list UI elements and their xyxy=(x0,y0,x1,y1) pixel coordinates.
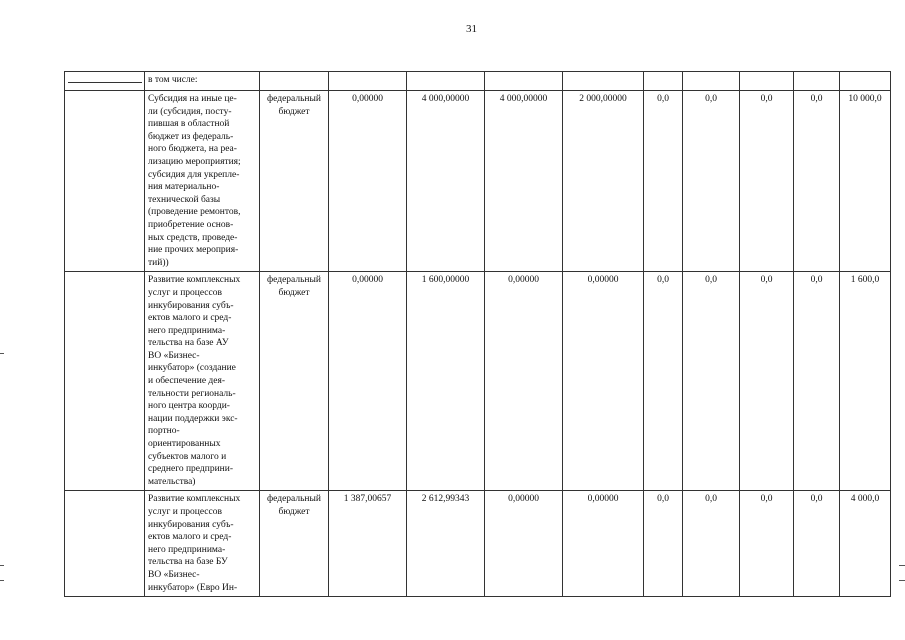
amount-cell: 0,00000 xyxy=(485,491,563,597)
amount-cell: 0,0 xyxy=(794,91,840,272)
edge-mark-left-3 xyxy=(0,580,4,581)
activity-name-line: тельства на базе АУ xyxy=(148,338,229,349)
total-cell: 1 600,0 xyxy=(840,272,891,491)
activity-name-line: ных средств, проведе- xyxy=(148,232,238,243)
row-number-cell xyxy=(65,72,145,91)
activity-name-line: инкубатор» (создание xyxy=(148,363,236,374)
edge-mark-left-2 xyxy=(0,565,4,566)
amount-cell: 0,00000 xyxy=(563,491,644,597)
funding-source-cell: федеральный бюджет xyxy=(260,491,329,597)
amount-cell: 0,00000 xyxy=(329,272,407,491)
budget-table xyxy=(64,71,891,597)
activity-name-line: технической базы xyxy=(148,194,221,205)
amount-cell: 0,0 xyxy=(683,272,740,491)
amount-cell: 0,0 xyxy=(794,272,840,491)
activity-name-line: ектов малого и сред- xyxy=(148,313,232,324)
activity-name-line: Субсидия на иные це- xyxy=(148,94,237,104)
activity-name-line: услуг и процессов xyxy=(148,507,222,517)
activity-name-line: приобретение основ- xyxy=(148,219,234,230)
activity-name-line: нации поддержки экс- xyxy=(148,413,238,424)
amount-cell: 0,00000 xyxy=(563,272,644,491)
table-row xyxy=(65,491,891,597)
amount-cell: 0,0 xyxy=(740,272,794,491)
row-number-cell xyxy=(65,91,145,272)
activity-name-line: него предпринима- xyxy=(148,544,226,555)
activity-name-cell xyxy=(145,491,260,597)
amount-cell: 0,0 xyxy=(683,491,740,597)
activity-name-cell xyxy=(145,91,260,272)
activity-name-line: бюджет из федераль- xyxy=(148,131,234,142)
edge-mark-left-1 xyxy=(0,353,4,354)
activity-name-line: ли (субсидия, посту- xyxy=(148,106,232,117)
activity-name-line: субсидия для укрепле- xyxy=(148,169,240,180)
page-number: 31 xyxy=(466,23,477,35)
amount-cell: 2 000,00000 xyxy=(563,91,644,272)
activity-name-line: Развитие комплексных xyxy=(148,275,241,286)
activity-name-line: ние прочих мероприя- xyxy=(148,245,239,256)
activity-name-line: него предпринима- xyxy=(148,325,226,336)
activity-name-line: ного бюджета, на реа- xyxy=(148,144,237,155)
activity-name-line: ного центра коорди- xyxy=(148,401,230,412)
amount-cell: 0,0 xyxy=(740,491,794,597)
row-number-cell xyxy=(65,491,145,597)
table-row xyxy=(65,272,891,491)
amount-cell: 0,00000 xyxy=(329,91,407,272)
activity-name-line: инкубирования субъ- xyxy=(148,300,234,311)
funding-source-cell: федеральный бюджет xyxy=(260,272,329,491)
activity-name-line: ектов малого и сред- xyxy=(148,532,232,543)
amount-cell: 2 612,99343 xyxy=(407,491,485,597)
activity-name-line: мательства) xyxy=(148,476,196,487)
amount-cell: 4 000,00000 xyxy=(485,91,563,272)
amount-cell: 0,0 xyxy=(794,491,840,597)
intro-label: в том числе: xyxy=(145,72,260,91)
amount-cell: 0,00000 xyxy=(485,272,563,491)
activity-name-line: пившая в областной xyxy=(148,119,230,130)
activity-name-line: ния материально- xyxy=(148,182,220,193)
activity-name-line: тельности региональ- xyxy=(148,388,236,399)
amount-cell: 0,0 xyxy=(644,491,683,597)
activity-name-line: ориентированных xyxy=(148,439,221,450)
activity-name-line: инкубатор» (Евро Ин- xyxy=(148,582,238,593)
activity-name-line: среднего предприни- xyxy=(148,464,233,475)
activity-name-line: Развитие комплексных xyxy=(148,494,241,505)
activity-name-line: ВО «Бизнес- xyxy=(148,569,200,580)
table-body xyxy=(65,91,891,597)
edge-mark-right-1 xyxy=(899,565,905,566)
table-row-intro xyxy=(65,72,891,91)
total-cell: 4 000,0 xyxy=(840,491,891,597)
amount-cell: 0,0 xyxy=(683,91,740,272)
activity-name-line: и обеспечение дея- xyxy=(148,376,225,387)
amount-cell: 0,0 xyxy=(644,91,683,272)
amount-cell: 4 000,00000 xyxy=(407,91,485,272)
amount-cell: 0,0 xyxy=(644,272,683,491)
activity-name-line: тельства на базе БУ xyxy=(148,557,228,568)
activity-name-cell xyxy=(145,272,260,491)
activity-name-line: портно- xyxy=(148,426,180,437)
activity-name-line: (проведение ремонтов, xyxy=(148,207,241,218)
activity-name-line: лизацию мероприятия; xyxy=(148,156,241,167)
row-number-cell xyxy=(65,272,145,491)
amount-cell: 0,0 xyxy=(740,91,794,272)
activity-name-line: субъектов малого и xyxy=(148,451,227,462)
amount-cell: 1 600,00000 xyxy=(407,272,485,491)
funding-source-cell: федеральный бюджет xyxy=(260,91,329,272)
activity-name-line: ВО «Бизнес- xyxy=(148,350,200,361)
activity-name-line: инкубирования субъ- xyxy=(148,519,234,530)
total-cell: 10 000,0 xyxy=(840,91,891,272)
activity-name-line: услуг и процессов xyxy=(148,287,222,298)
table-row xyxy=(65,91,891,272)
amount-cell: 1 387,00657 xyxy=(329,491,407,597)
edge-mark-right-2 xyxy=(899,580,905,581)
activity-name-line: тий)) xyxy=(148,257,169,268)
